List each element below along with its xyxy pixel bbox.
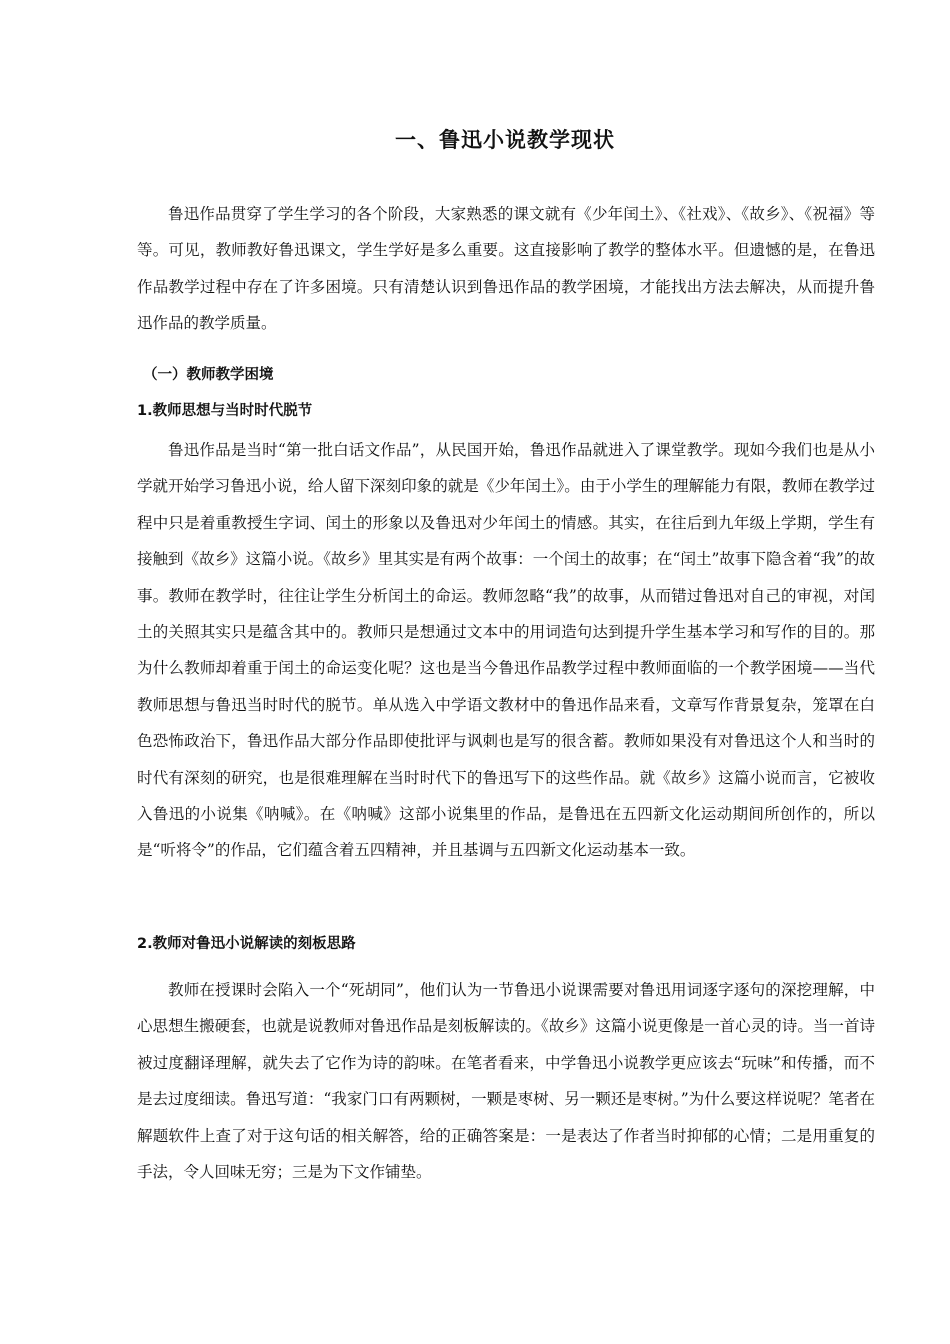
subsection-heading-1: 1.教师思想与当时时代脱节: [137, 403, 313, 419]
subsection-1-paragraph: 鲁迅作品是当时“第一批白话文作品”，从民国开始，鲁迅作品就进入了课堂教学。现如今我们也是从小学就开始学习鲁迅小说，给人留下深刻印象的就是《少年闰土》。由于小学生的理解能力有限，教师在教学过程中只是着重教授生字词、闰土的形象以及鲁迅对少年闰土的情感。其实，在往后到九年级上学期，学生有接触到《故乡》这篇小说。《故乡》里其实是有两个故事：一个闰土的故事；在“闰土”故事下隐含着“我”的故事。教师在教学时，往往让学生分析闰土的命运。教师忽略“我”的故事，从而错过鲁迅对自己的审视，对闰土的关照其实只是蕴含其中的。教师只是想通过文本中的用词造句达到提升学生基本学习和写作的目的。那为什么教师却着重于闰土的命运变化呢？这也是当今鲁迅作品教学过程中教师面临的一个教学困境——当代教师思想与鲁迅当时时代的脱节。单从选入中学语文教材中的鲁迅作品来看，文章写作背景复杂，笼罩在白色恐怖政治下，鲁迅作品大部分作品即使批评与讽刺也是写的很含蓄。教师如果没有对鲁迅这个人和当时的时代有深刻的研究，也是很难理解在当时时代下的鲁迅写下的这些作品。就《故乡》这篇小说而言，它被收入鲁迅的小说集《呐喊》。在《呐喊》这部小说集里的作品，是鲁迅在五四新文化运动期间所创作的，所以是“听将令”的作品，它们蕴含着五四精神，并且基调与五四新文化运动基本一致。: [137, 441, 875, 860]
page-title: 一、鲁迅小说教学现状: [395, 127, 615, 152]
subsection-2-paragraph: 教师在授课时会陷入一个“死胡同”，他们认为一节鲁迅小说课需要对鲁迅用词逐字逐句的深挖理解，中心思想生搬硬套，也就是说教师对鲁迅作品是刻板解读的。《故乡》这篇小说更像是一首心灵的诗。当一首诗被过度翻译理解，就失去了它作为诗的韵味。在笔者看来，中学鲁迅小说教学更应该去“玩味”和传播，而不是去过度细读。鲁迅写道：“我家门口有两颗树，一颗是枣树、另一颗还是枣树。”为什么要这样说呢？笔者在解题软件上查了对于这句话的相关解答，给的正确答案是：一是表达了作者当时抑郁的心情；二是用重复的手法，令人回味无穷；三是为下文作铺垫。: [137, 981, 875, 1182]
intro-paragraph: 鲁迅作品贯穿了学生学习的各个阶段，大家熟悉的课文就有《少年闰土》、《社戏》、《故乡》、《祝福》等等。可见，教师教好鲁迅课文，学生学好是多么重要。这直接影响了教学的整体水平。但遗憾的是，在鲁迅作品教学过程中存在了许多困境。只有清楚认识到鲁迅作品的教学困境，才能找出方法去解决，从而提升鲁迅作品的教学质量。: [137, 205, 875, 333]
subsection-heading-2: 2.教师对鲁迅小说解读的刻板思路: [137, 936, 356, 952]
section-heading-teacher-difficulties: （一）教师教学困境: [143, 367, 274, 383]
